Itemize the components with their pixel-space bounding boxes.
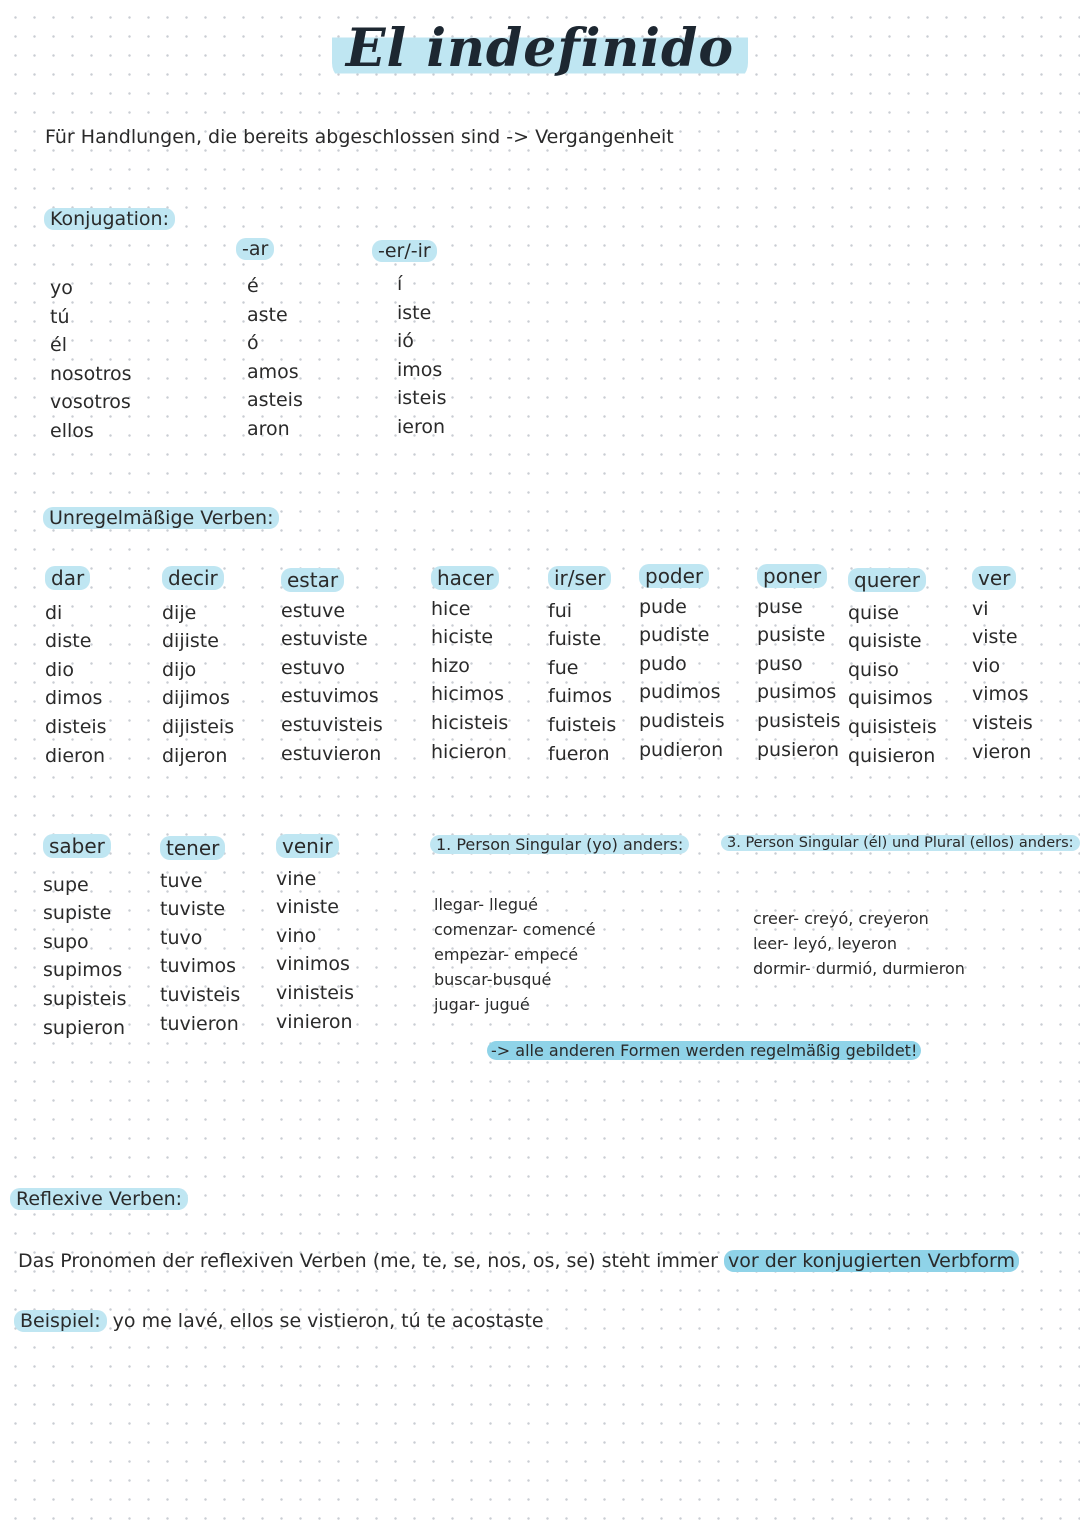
verb-form: viste [972, 626, 1018, 649]
reflexive-rule-text: Das Pronomen der reflexiven Verben (me, te, se, nos, os, se) steht immer [18, 1250, 724, 1272]
verb-form: hice [431, 597, 471, 620]
ar-ending: amos [247, 360, 299, 383]
verb-form: dije [162, 601, 197, 624]
verb-form: fue [548, 656, 579, 679]
verb-column-hacer [431, 564, 508, 766]
verb-form: pusieron [757, 738, 840, 761]
verb-form: dio [45, 658, 74, 681]
irregular-heading-label: Unregelmäßige Verben: [43, 507, 279, 529]
verb-form: quisieron [848, 744, 936, 767]
erir-ending: imos [397, 358, 443, 381]
ar-ending: aste [247, 303, 288, 326]
regular-forms-note [487, 1041, 921, 1060]
pronoun: ellos [50, 419, 94, 442]
verb-form: vinimos [276, 953, 350, 976]
verb-form: tuvo [160, 926, 203, 949]
verb-form: vinieron [276, 1010, 353, 1033]
verb-form: pudieron [639, 738, 724, 761]
verb-form: hizo [431, 654, 470, 677]
example-item: llegar- llegué [434, 895, 538, 914]
example-item: comenzar- comencé [434, 920, 596, 939]
reflexive-example [14, 1310, 544, 1332]
verb-form: vine [276, 867, 317, 890]
pronoun: yo [50, 277, 73, 299]
ar-ending: é [247, 275, 259, 297]
erir-ending: iste [397, 301, 432, 324]
erir-ending: í [397, 273, 403, 295]
verb-form: dijimos [162, 687, 230, 710]
verb-form: supo [43, 930, 89, 953]
verb-form: tuvimos [160, 955, 237, 978]
example-item: dormir- durmió, durmieron [753, 959, 965, 978]
verb-form: pudiste [639, 624, 710, 647]
verb-form: vimos [972, 683, 1029, 706]
verb-form: di [45, 601, 63, 624]
verb-form: visteis [972, 711, 1033, 734]
verb-form: dijeron [162, 744, 228, 767]
verb-form: estuvieron [281, 742, 382, 765]
example-label: Beispiel: [14, 1310, 107, 1332]
first-person-examples [434, 892, 596, 1017]
verb-form: vi [972, 597, 989, 620]
verb-form: dijiste [162, 630, 219, 653]
verb-form: vio [972, 654, 1001, 677]
verb-form: supieron [43, 1016, 126, 1039]
verb-form: estuvimos [281, 685, 379, 708]
verb-form: pudo [639, 652, 687, 675]
verb-form: estuvo [281, 656, 345, 679]
verb-form: fueron [548, 742, 610, 765]
verb-form: fuisteis [548, 713, 617, 736]
verb-form: fuiste [548, 628, 602, 651]
verb-form: dijisteis [162, 715, 235, 738]
verb-name: ir/ser [548, 566, 611, 590]
first-person-heading-text: 1. Person Singular (yo) anders: [430, 835, 689, 854]
erir-label-text: -er/-ir [372, 240, 437, 262]
verb-form: diste [45, 630, 92, 653]
verb-form: pudimos [639, 681, 721, 704]
verb-form: fuimos [548, 685, 613, 708]
verb-name: poner [757, 564, 827, 588]
verb-form: fui [548, 599, 573, 622]
verb-form: supe [43, 873, 89, 896]
verb-form: hicieron [431, 740, 507, 763]
verb-form: pudisteis [639, 709, 725, 732]
verb-name: ver [972, 566, 1016, 590]
regular-forms-note-text: -> alle anderen Formen werden regelmäßig gebildet! [487, 1041, 921, 1060]
pronoun: vosotros [50, 391, 131, 414]
third-person-heading [721, 835, 1080, 851]
konjugation-heading-label: Konjugation: [44, 208, 175, 230]
verb-form: hicisteis [431, 711, 509, 734]
verb-form: hiciste [431, 626, 494, 649]
verb-column-ir-ser [548, 564, 616, 768]
example-text: yo me lavé, ellos se vistieron, tú te acostaste [106, 1310, 544, 1332]
verb-name: venir [276, 834, 339, 858]
ar-label [236, 238, 274, 260]
verb-name: hacer [431, 566, 499, 590]
irregular-heading [43, 507, 279, 529]
verb-form: estuviste [281, 628, 368, 651]
verb-form: dieron [45, 744, 106, 767]
erir-label [372, 240, 437, 262]
verb-form: pusiste [757, 624, 826, 647]
example-item: empezar- empecé [434, 945, 579, 964]
verb-name: dar [45, 566, 90, 590]
verb-form: estuve [281, 599, 346, 622]
verb-form: tuvisteis [160, 983, 241, 1006]
verb-form: dijo [162, 658, 197, 681]
pronoun: tú [50, 305, 70, 328]
verb-form: vino [276, 924, 317, 947]
verb-column-poder [639, 562, 725, 764]
verb-form: hicimos [431, 683, 505, 706]
verb-form: tuvieron [160, 1012, 239, 1035]
verb-form: vinisteis [276, 981, 355, 1004]
intro-text: Für Handlungen, die bereits abgeschlossen sind -> Vergangenheit [45, 126, 674, 148]
verb-form: pusimos [757, 681, 837, 704]
verb-form: tuve [160, 869, 203, 892]
pronoun-column [50, 274, 132, 446]
verb-name: tener [160, 836, 225, 860]
first-person-heading [430, 835, 689, 854]
verb-name: querer [848, 568, 926, 592]
erir-ending: ió [397, 330, 414, 353]
verb-column-saber [43, 832, 127, 1042]
verb-form: quisisteis [848, 715, 937, 738]
verb-form: estuvisteis [281, 713, 383, 736]
verb-form: quiso [848, 658, 899, 681]
verb-form: supiste [43, 902, 112, 925]
verb-form: tuviste [160, 898, 226, 921]
verb-column-querer [848, 566, 937, 770]
verb-column-tener [160, 834, 240, 1038]
ar-ending: aron [247, 417, 290, 440]
verb-form: quisiste [848, 630, 922, 653]
ar-label-text: -ar [236, 238, 274, 260]
erir-ending: ieron [397, 415, 446, 438]
verb-form: supisteis [43, 987, 127, 1010]
example-item: jugar- jugué [434, 995, 530, 1014]
reflexive-heading-text: Reflexive Verben: [10, 1188, 188, 1210]
verb-form: puso [757, 652, 803, 675]
verb-form: supimos [43, 959, 123, 982]
verb-form: disteis [45, 715, 107, 738]
verb-name: saber [43, 834, 111, 858]
pronoun: él [50, 334, 67, 357]
reflexive-heading [10, 1188, 188, 1210]
ar-endings-column [247, 272, 303, 444]
reflexive-rule [18, 1250, 1019, 1272]
verb-form: quise [848, 601, 899, 624]
page-title-text: El indefinido [332, 18, 748, 83]
verb-form: viniste [276, 896, 339, 919]
example-item: creer- creyó, creyeron [753, 909, 929, 928]
verb-column-decir [162, 564, 234, 770]
verb-column-estar [281, 566, 383, 768]
example-item: buscar-busqué [434, 970, 552, 989]
verb-column-dar [45, 564, 107, 770]
verb-form: vieron [972, 740, 1032, 763]
verb-column-ver [972, 564, 1033, 766]
verb-name: decir [162, 566, 224, 590]
verb-column-poner [757, 562, 841, 764]
ar-ending: asteis [247, 389, 303, 412]
erir-endings-column [397, 270, 447, 442]
verb-form: dimos [45, 687, 103, 710]
verb-form: pude [639, 595, 687, 618]
third-person-heading-text: 3. Person Singular (él) und Plural (ellos) anders: [721, 835, 1080, 851]
pronoun: nosotros [50, 362, 132, 385]
ar-ending: ó [247, 332, 259, 355]
example-item: leer- leyó, leyeron [753, 934, 898, 953]
verb-form: quisimos [848, 687, 933, 710]
konjugation-heading [44, 208, 175, 230]
verb-form: pusisteis [757, 709, 841, 732]
verb-name: poder [639, 564, 709, 588]
reflexive-rule-highlight: vor der konjugierten Verbform [724, 1250, 1019, 1272]
erir-ending: isteis [397, 387, 447, 410]
verb-column-venir [276, 832, 354, 1036]
verb-form: puse [757, 595, 803, 618]
verb-name: estar [281, 568, 344, 592]
page-title [0, 18, 1080, 83]
third-person-examples [753, 906, 965, 981]
